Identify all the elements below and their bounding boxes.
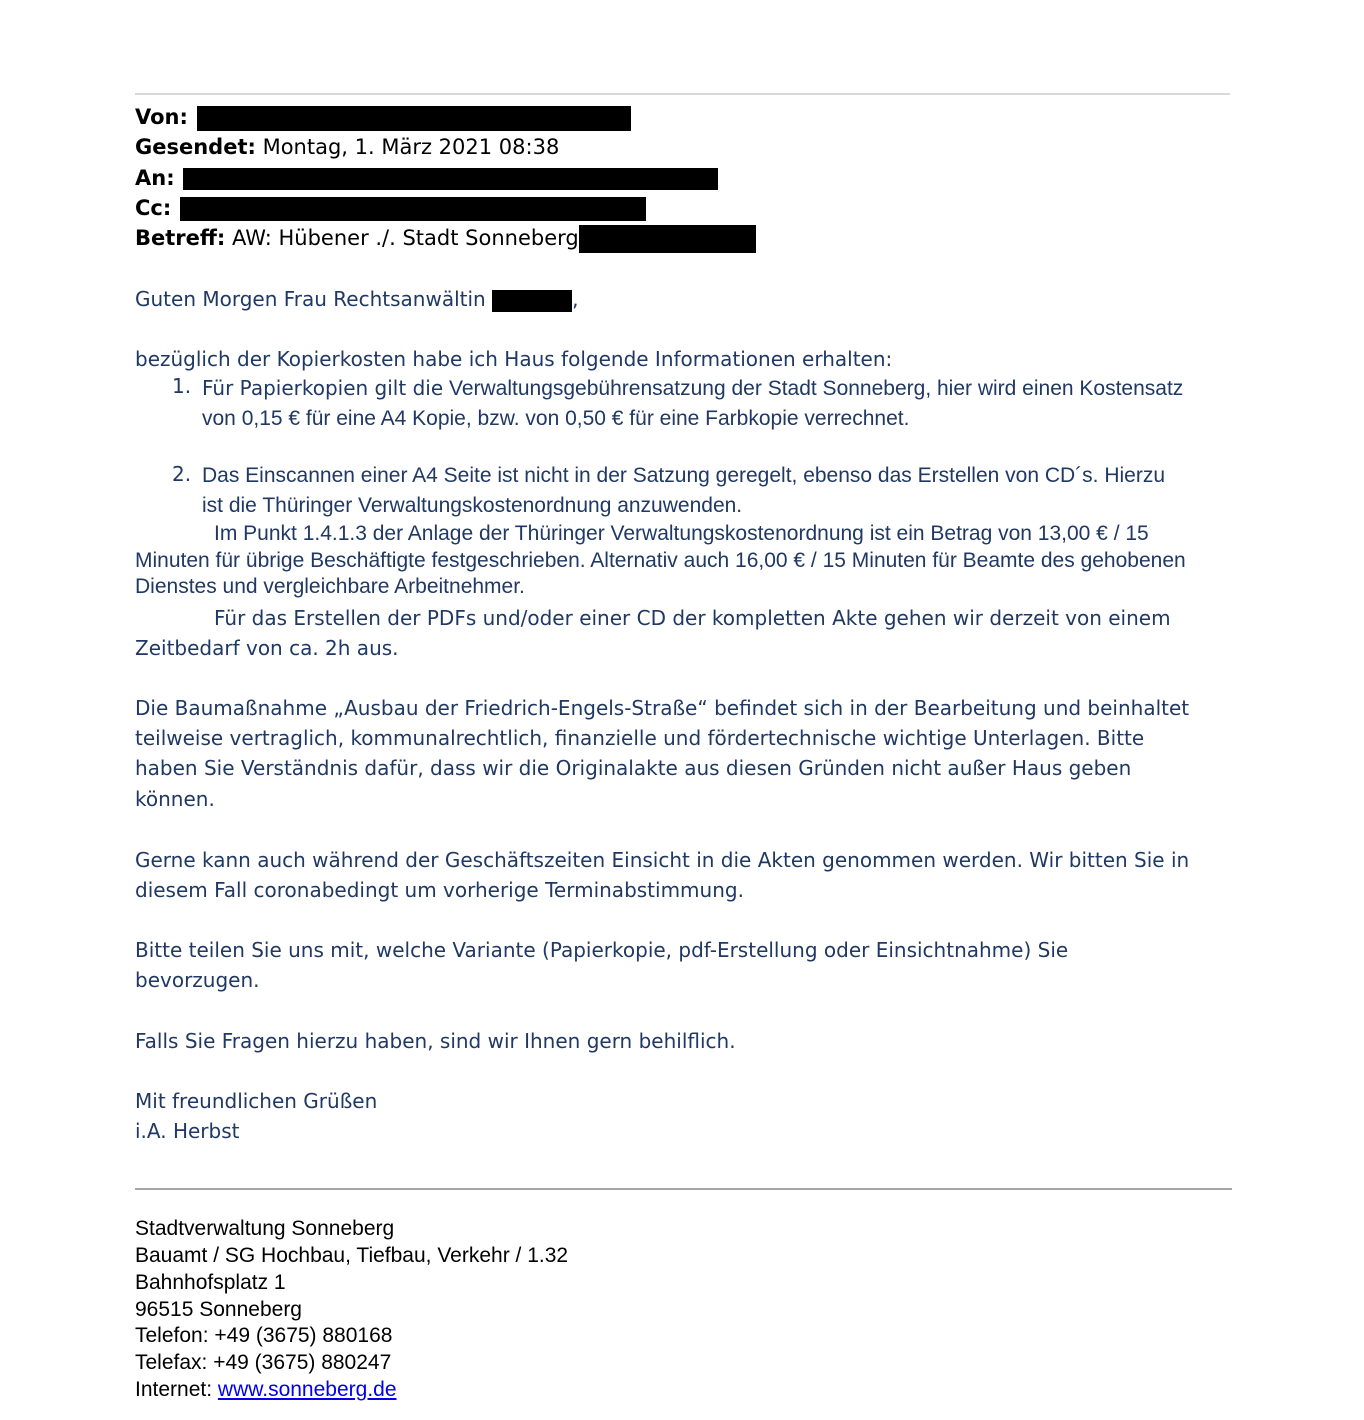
list-item-1-line-2: von 0,15 € für eine A4 Kopie, bzw. von 0,50 € für eine Farbkopie verrechnet. <box>202 407 910 430</box>
greeting <box>135 284 1230 314</box>
closing-block <box>135 1086 1230 1146</box>
questions-text: Falls Sie Fragen hierzu haben, sind wir Ihnen gern behilflich. <box>135 1029 736 1053</box>
measure-paragraph <box>135 693 1230 814</box>
subject-value: AW: Hübener ./. Stadt Sonneberg <box>231 226 579 250</box>
intro-text: bezüglich der Kopierkosten habe ich Haus folgende Informationen erhalten: <box>135 347 893 371</box>
choice-line-1: Bitte teilen Sie uns mit, welche Variante (Papierkopie, pdf-Erstellung oder Einsichtnahme) Sie <box>135 938 1069 962</box>
list-item-1-line-1 <box>202 376 1183 401</box>
list-item-number-2: 2. <box>172 462 192 486</box>
website-link[interactable]: www.sonneberg.de <box>217 1378 397 1401</box>
cc-row <box>135 193 646 223</box>
signature-fax: Telefax: +49 (3675) 880247 <box>135 1351 392 1374</box>
from-row <box>135 102 631 132</box>
subject-row <box>135 223 756 253</box>
header-divider <box>135 93 1230 95</box>
signature-phone: Telefon: +49 (3675) 880168 <box>135 1324 393 1347</box>
pdf-line-1: Für das Erstellen der PDFs und/oder einer CD der kompletten Akte gehen wir derzeit von einem <box>214 606 1171 630</box>
greeting-text: Guten Morgen Frau Rechtsanwältin <box>135 287 486 311</box>
signature-city: 96515 Sonneberg <box>135 1298 302 1321</box>
closing-text: Mit freundlichen Grüßen <box>135 1089 378 1113</box>
sent-label: Gesendet: <box>135 135 256 159</box>
list-item-2-line-2: ist die Thüringer Verwaltungskostenordnung anzuwenden. <box>202 494 743 517</box>
cost-line-2: Minuten für übrige Beschäftigte festgeschrieben. Alternativ auch 16,00 € / 15 Minuten für Beamte des gehobenen <box>135 549 1186 572</box>
signature-org: Stadtverwaltung Sonneberg <box>135 1217 395 1240</box>
measure-line-2: teilweise vertraglich, kommunalrechtlich, finanzielle und fördertechnische wichtige Unterlagen. Bitte <box>135 726 1145 751</box>
signature-internet <box>135 1377 397 1403</box>
internet-label: Internet: <box>135 1378 213 1401</box>
signature-department: Bauamt / SG Hochbau, Tiefbau, Verkehr / 1.32 <box>135 1244 569 1267</box>
signature-divider <box>135 1188 1232 1190</box>
inspection-paragraph <box>135 845 1230 905</box>
greeting-comma: , <box>572 287 579 311</box>
signature-street: Bahnhofsplatz 1 <box>135 1271 286 1294</box>
choice-line-2: bevorzugen. <box>135 968 260 993</box>
measure-line-3: haben Sie Verständnis dafür, dass wir die Originalakte aus diesen Gründen nicht außer Haus geben <box>135 756 1132 781</box>
inspection-line-1: Gerne kann auch während der Geschäftszeiten Einsicht in die Akten genommen werden. Wir bitten Sie in <box>135 848 1190 872</box>
choice-paragraph <box>135 935 1230 995</box>
inspection-line-2: diesem Fall coronabedingt um vorherige Terminabstimmung. <box>135 878 744 903</box>
cc-redaction <box>180 197 646 221</box>
measure-line-4: können. <box>135 786 215 811</box>
to-label: An: <box>135 166 175 190</box>
cost-line-1: Im Punkt 1.4.1.3 der Anlage der Thüringer Verwaltungskostenordnung ist ein Betrag von 13,00 € / 15 <box>214 522 1149 545</box>
sent-row <box>135 132 559 162</box>
pdf-line-2: Zeitbedarf von ca. 2h aus. <box>135 636 399 660</box>
signer-name: i.A. Herbst <box>135 1119 240 1144</box>
from-label: Von: <box>135 105 188 129</box>
from-redaction <box>197 106 631 131</box>
list-item-number-1: 1. <box>172 374 192 398</box>
cost-line-3: Dienstes und vergleichbare Arbeitnehmer. <box>135 575 525 598</box>
to-row <box>135 163 718 193</box>
greeting-redaction <box>492 290 572 312</box>
measure-line-1: Die Baumaßnahme „Ausbau der Friedrich-Engels-Straße“ befindet sich in der Bearbeitung und beinhaltet <box>135 696 1190 720</box>
to-redaction <box>183 168 718 190</box>
cc-label: Cc: <box>135 196 172 220</box>
list-item-1-lead: Für Papierkopien gilt die <box>202 376 444 400</box>
subject-redaction <box>579 225 756 253</box>
sent-value: Montag, 1. März 2021 08:38 <box>262 135 560 159</box>
list-item-1-rest: Verwaltungsgebührensatzung der Stadt Sonneberg, hier wird einen Kostensatz <box>448 377 1184 400</box>
list-item-2-line-1: Das Einscannen einer A4 Seite ist nicht in der Satzung geregelt, ebenso das Erstellen von CD´s. Hierzu <box>202 464 1166 487</box>
subject-label: Betreff: <box>135 226 226 250</box>
